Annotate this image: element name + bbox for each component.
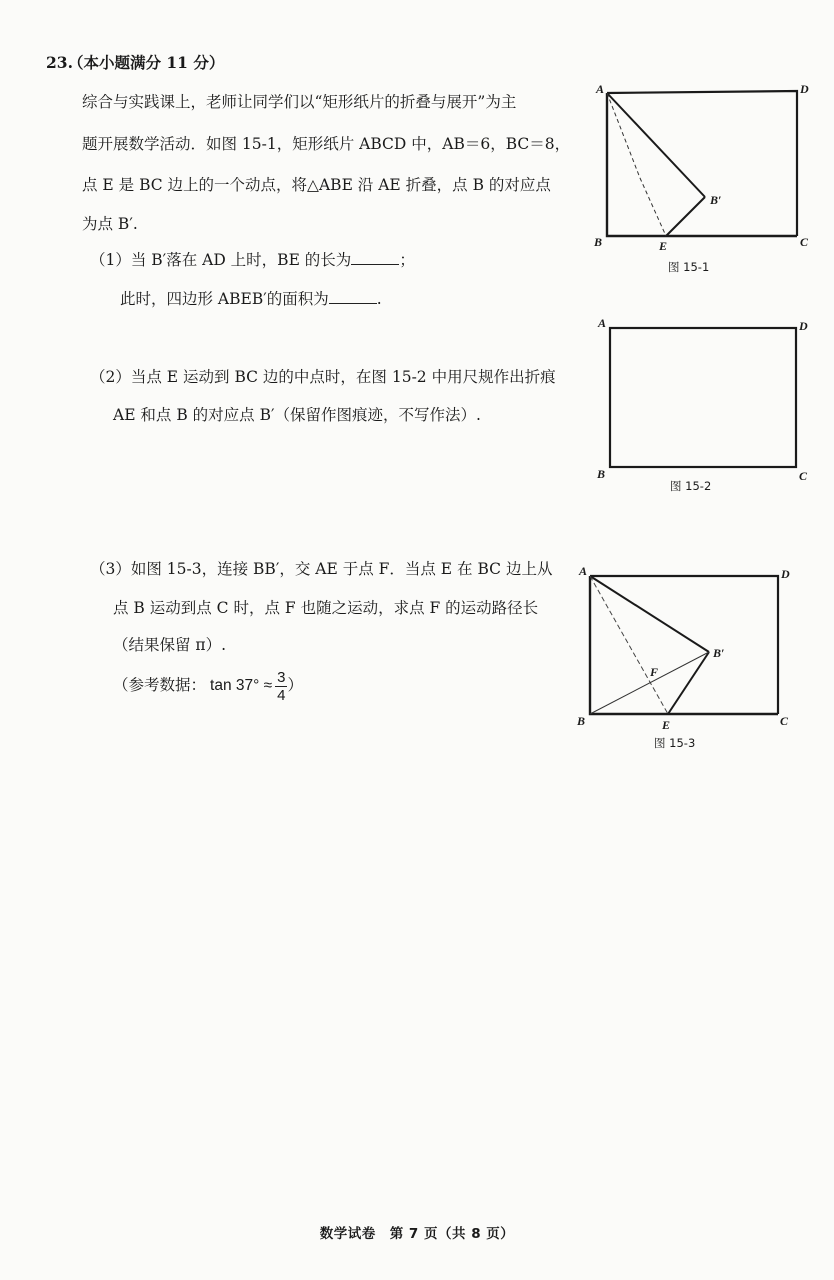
fig3-label-b: B <box>577 714 586 728</box>
part3-line-1: （3）如图 15-3，连接 BB′，交 AE 于点 F．当点 E 在 BC 边上从 <box>90 560 553 578</box>
fig1-label-c: C <box>800 235 809 249</box>
part3-line-2: 点 B 运动到点 C 时，点 F 也随之运动，求点 F 的运动路径长 <box>113 599 539 617</box>
fig2-label-c: C <box>799 469 808 483</box>
fig3-label-a: A <box>579 564 588 578</box>
fig3-caption: 图 15-3 <box>654 736 696 750</box>
ref-numerator: 3 <box>277 668 286 686</box>
intro-line-1: 综合与实践课上，老师让同学们以“矩形纸片的折叠与展开”为主 <box>82 93 517 111</box>
part3-line-3: （结果保留 π）. <box>113 636 227 654</box>
fig1-label-a: A <box>596 82 605 96</box>
ref-denominator: 4 <box>277 686 286 704</box>
fig2-label-b: B <box>597 467 606 481</box>
fig1-label-bprime: B′ <box>710 193 722 207</box>
part1-end-2: . <box>376 290 382 308</box>
question-header: （本小题满分 11 分） <box>68 53 225 72</box>
fig3-label-d: D <box>781 567 790 581</box>
fig3-segment-bbp <box>590 652 709 714</box>
fig3-rectangle <box>590 576 778 714</box>
intro-line-3: 点 E 是 BC 边上的一个动点，将△ABE 沿 AE 折叠，点 B 的对应点 <box>82 176 551 194</box>
part2-line-2: AE 和点 B 的对应点 B′（保留作图痕迹，不写作法）. <box>113 406 481 424</box>
fig3-segment-abp <box>590 576 709 652</box>
ref-prefix: （参考数据： <box>113 676 207 694</box>
fig3-label-e: E <box>662 718 671 732</box>
intro-line-4: 为点 B′. <box>82 215 138 233</box>
fig3-label-f: F <box>650 665 659 679</box>
ref-expression: tan 37° ≈ <box>210 677 273 694</box>
fig1-label-d: D <box>800 82 809 96</box>
part1-text: （1）当 B′落在 AD 上时，BE 的长为 <box>90 251 352 269</box>
intro-line-2: 题开展数学活动．如图 15-1，矩形纸片 ABCD 中，AB＝6，BC＝8， <box>82 135 571 153</box>
fig1-caption: 图 15-1 <box>668 260 710 274</box>
fig3-segment-bpe <box>668 652 709 714</box>
ref-suffix: ） <box>287 676 303 694</box>
part1-end: ； <box>399 251 415 269</box>
part2-line-1: （2）当点 E 运动到 BC 边的中点时，在图 15-2 中用尺规作出折痕 <box>90 368 556 386</box>
fig1-label-e: E <box>659 239 668 253</box>
fig1-label-b: B <box>594 235 603 249</box>
question-number: 23. <box>46 53 73 72</box>
part1-text-2: 此时，四边形 ABEB′的面积为 <box>120 290 329 308</box>
fig3-label-c: C <box>780 714 789 728</box>
fig2-caption: 图 15-2 <box>670 479 712 493</box>
fig2-label-a: A <box>598 316 607 330</box>
fig2-label-d: D <box>799 319 808 333</box>
fig3-label-bprime: B′ <box>713 646 725 660</box>
page-footer: 数学试卷 第 7 页（共 8 页） <box>319 1226 515 1242</box>
